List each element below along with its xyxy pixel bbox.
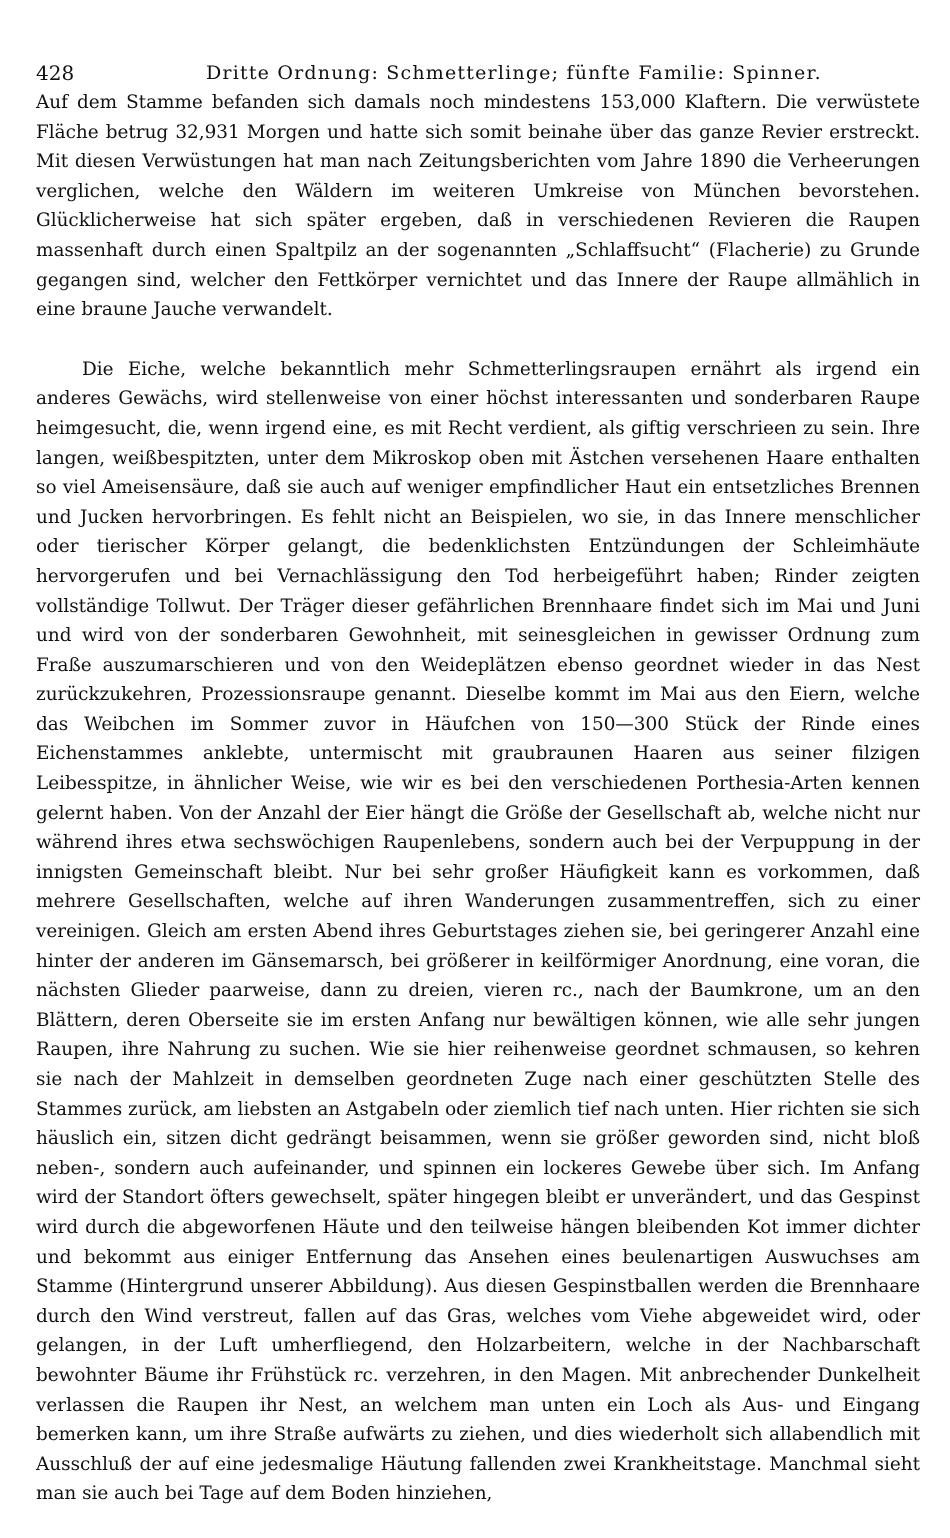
paragraph-spacing: [36, 325, 920, 355]
paragraph-continuation: Auf dem Stamme befanden sich damals noch mindestens 153,000 Klaftern. Die verwüstete Fläche betrug 32,931 Morgen und hatte sich somit beinahe über das ganze Revier erstreckt. Mit diesen Verwüstungen hat man nach Zeitungsberichten vom Jahre 1890 die Verheerungen verglichen, welche den Wäldern im weiteren Umkreise von München bevorstehen. Glücklicherweise hat sich später ergeben, daß in verschiedenen Revieren die Raupen massenhaft durch einen Spaltpilz an der sogenannten „Schlaffsucht“ (Flacherie) zu Grunde gegangen sind, welcher den Fettkörper vernichtet und das Innere der Raupe allmählich in eine braune Jauche verwandelt.: [36, 92, 920, 321]
page-header: [36, 58, 920, 88]
book-page: [36, 58, 920, 1509]
body-text: [36, 88, 920, 1509]
page-number: 428: [36, 61, 75, 85]
running-head: Dritte Ordnung: Schmetterlinge; fünfte Familie: Spinner.: [206, 62, 822, 84]
paragraph-processionary-caterpillar: Die Eiche, welche bekanntlich mehr Schmetterlingsraupen ernährt als irgend ein anderes Gewächs, wird stellenweise von einer höchst interessanten und sonderbaren Raupe heimgesucht, die, wenn irgend eine, es mit Recht verdient, als giftig verschrieen zu sein. Ihre langen, weißbespitzten, unter dem Mikroskop oben mit Ästchen versehenen Haare enthalten so viel Ameisensäure, daß sie auch auf weniger empfindlicher Haut ein entsetzliches Brennen und Jucken hervorbringen. Es fehlt nicht an Beispielen, wo sie, in das Innere menschlicher oder tierischer Körper gelangt, die bedenklichsten Entzündungen der Schleimhäute hervorgerufen und bei Vernachlässigung den Tod herbeigeführt haben; Rinder zeigten vollständige Tollwut. Der Träger dieser gefährlichen Brennhaare findet sich im Mai und Juni und wird von der sonderbaren Gewohnheit, mit seinesgleichen in gewisser Ordnung zum Fraße auszumarschieren und von den Weideplätzen ebenso geordnet wieder in das Nest zurückzukehren, Prozessionsraupe genannt. Dieselbe kommt im Mai aus den Eiern, welche das Weibchen im Sommer zuvor in Häufchen von 150—300 Stück der Rinde eines Eichenstammes anklebte, untermischt mit graubraunen Haaren aus seiner filzigen Leibesspitze, in ähnlicher Weise, wie wir es bei den verschiedenen Porthesia-Arten kennen gelernt haben. Von der Anzahl der Eier hängt die Größe der Gesellschaft ab, welche nicht nur während ihres etwa sechswöchigen Raupenlebens, sondern auch bei der Verpuppung in der innigsten Gemeinschaft bleibt. Nur bei sehr großer Häufigkeit kann es vorkommen, daß mehrere Gesellschaften, welche auf ihren Wanderungen zusammentreffen, sich zu einer vereinigen. Gleich am ersten Abend ihres Geburtstages ziehen sie, bei geringerer Anzahl eine hinter der anderen im Gänsemarsch, bei größerer in keilförmiger Anordnung, eine voran, die nächsten Glieder paarweise, dann zu dreien, vieren rc., nach der Baumkrone, um an den Blättern, deren Oberseite sie im ersten Anfang nur bewältigen können, wie alle sehr jungen Raupen, ihre Nahrung zu suchen. Wie sie hier reihenweise geordnet schmausen, so kehren sie nach der Mahlzeit in demselben geordneten Zuge nach einer geschützten Stelle des Stammes zurück, am liebsten an Astgabeln oder ziemlich tief nach unten. Hier richten sie sich häuslich ein, sitzen dicht gedrängt beisammen, wenn sie größer geworden sind, nicht bloß neben-, sondern auch aufeinander, und spinnen ein lockeres Gewebe über sich. Im Anfang wird der Standort öfters gewechselt, später hingegen bleibt er unverändert, und das Gespinst wird durch die abgeworfenen Häute und den teilweise hängen bleibenden Kot immer dichter und bekommt aus einiger Entfernung das Ansehen eines beulenartigen Auswuchses am Stamme (Hintergrund unserer Abbildung). Aus diesen Gespinstballen werden die Brennhaare durch den Wind verstreut, fallen auf das Gras, welches vom Viehe abgeweidet wird, oder gelangen, in der Luft umherfliegend, den Holzarbeitern, welche in der Nachbarschaft bewohnter Bäume ihr Frühstück rc. verzehren, in den Magen. Mit anbrechender Dunkelheit verlassen die Raupen ihr Nest, an welchem man unten ein Loch als Aus- und Eingang bemerken kann, um ihre Straße aufwärts zu ziehen, und dies wiederholt sich allabendlich mit Ausschluß der auf eine jedesmalige Häutung fallenden zwei Krankheitstage. Manchmal sieht man sie auch bei Tage auf dem Boden hinziehen,: [36, 358, 920, 1505]
